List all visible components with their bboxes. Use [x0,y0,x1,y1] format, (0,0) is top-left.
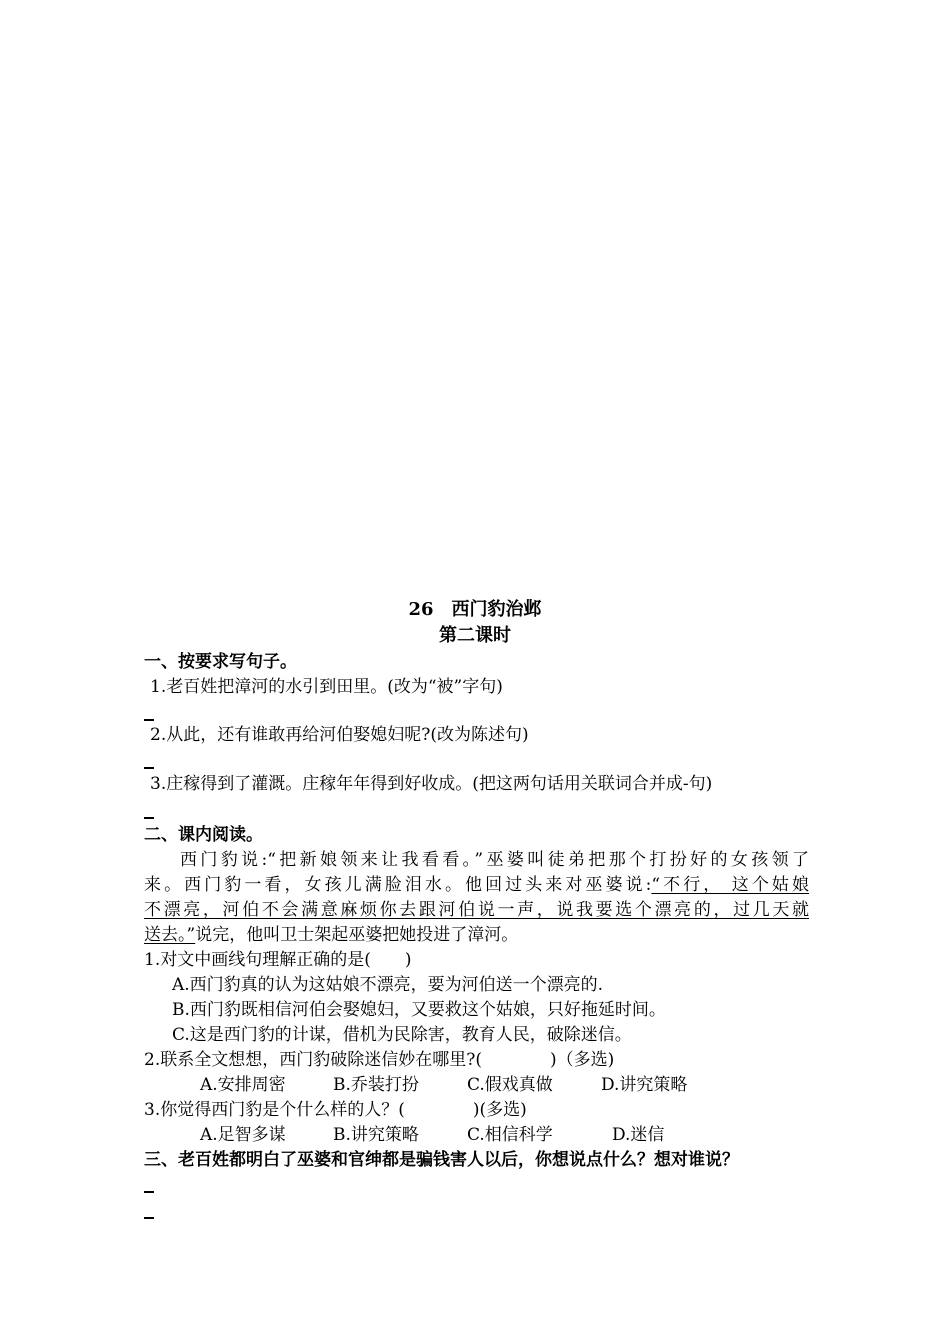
option-d: D.讲究策略 [601,1075,688,1095]
passage-text: 说完，他叫卫士架起巫婆把她投进了漳河。 [195,925,519,945]
option-a: A.安排周密 [200,1075,286,1095]
reading-question-1: 1.对文中画线句理解正确的是( ) [144,950,412,970]
passage-line [144,873,809,897]
section-1-question-2: 2.从此，还有谁敢再给河伯娶媳妇呢?(改为陈述句) [150,725,529,745]
passage-line: 西门豹说:“把新娘领来让我看看。”巫婆叫徒弟把那个打扮好的女孩领了 [180,850,809,870]
reading-question-2: 2.联系全文想想，西门豹破除迷信妙在哪里?( )（多选) [144,1050,615,1070]
option-b: B.讲究策略 [333,1125,419,1145]
lesson-title: 26 西门豹治邺 [408,599,542,620]
section-1-question-3: 3.庄稼得到了灌溉。庄稼年年得到好收成。(把这两句话用关联词合并成-句) [150,774,713,794]
section-2-heading: 二、课内阅读。 [144,825,263,845]
section-1-question-1: 1.老百姓把漳河的水引到田里。(改为“被”字句) [150,677,503,697]
option-a: A.西门豹真的认为这姑娘不漂亮，要为河伯送一个漂亮的. [172,975,604,995]
passage-line [144,923,518,947]
option-c: C.假戏真做 [467,1075,553,1095]
passage-text: 来。西门豹一看，女孩儿满脸泪水。他回过头来对巫婆说: [144,875,652,895]
section-1-heading: 一、按要求写句子。 [144,652,297,672]
underlined-sentence: 不漂亮，河伯不会满意麻烦你去跟河伯说一声，说我要选个漂亮的，过几天就 [144,900,809,920]
option-c: C.相信科学 [467,1125,553,1145]
reading-question-3: 3.你觉得西门豹是个什么样的人？( )(多选) [144,1100,527,1120]
option-c: C.这是西门豹的计谋，借机为民除害，教育人民，破除迷信。 [172,1025,632,1045]
option-d: D.迷信 [612,1125,665,1145]
underlined-sentence: 送去。” [144,925,196,945]
option-a: A.足智多谋 [200,1125,286,1145]
option-b: B.西门豹既相信河伯会娶媳妇，又要救这个姑娘，只好拖延时间。 [172,1000,666,1020]
answer-blank[interactable] [144,1191,154,1193]
underlined-sentence: “不行， 这个姑娘 [651,875,809,895]
answer-blank[interactable] [144,767,154,769]
option-b: B.乔装打扮 [333,1075,419,1095]
section-3-heading: 三、老百姓都明白了巫婆和官绅都是骗钱害人以后，你想说点什么？想对谁说？ [144,1150,739,1170]
answer-blank[interactable] [144,719,154,721]
answer-blank[interactable] [144,1217,154,1219]
lesson-subtitle: 第二课时 [439,625,511,646]
answer-blank[interactable] [144,817,154,819]
